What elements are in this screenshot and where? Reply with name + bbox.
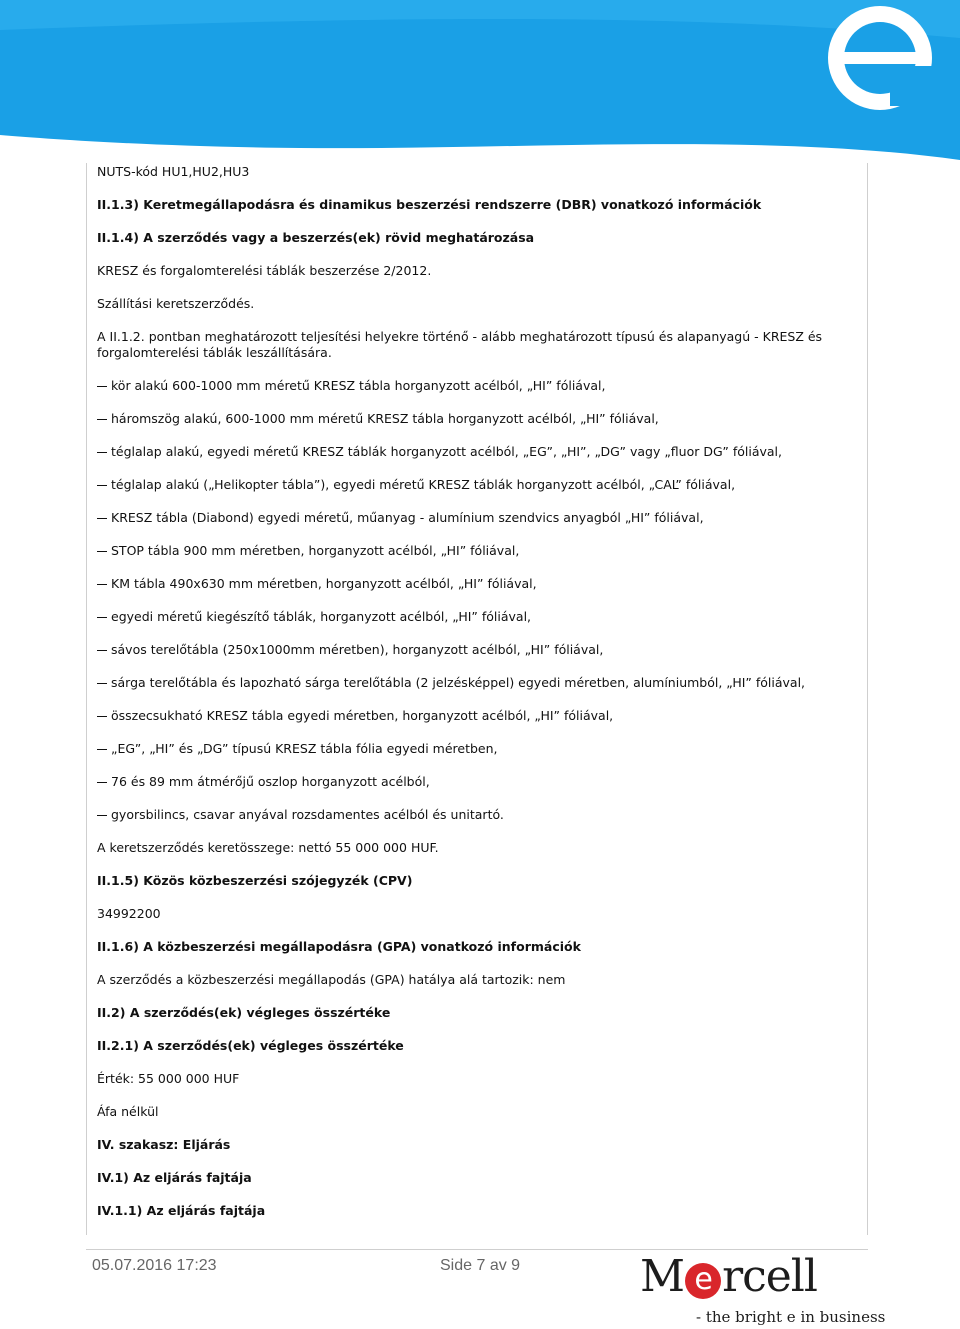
section-heading: II.2.1) A szerződés(ek) végleges összértéke bbox=[97, 1038, 404, 1053]
dash-icon bbox=[97, 584, 107, 585]
dash-icon bbox=[97, 485, 107, 486]
footer-page-number: Side 7 av 9 bbox=[440, 1257, 521, 1274]
dash-icon bbox=[97, 518, 107, 519]
paragraph: A keretszerződés keretösszege: nettó 55 000 000 HUF. bbox=[97, 840, 439, 855]
dash-icon bbox=[97, 683, 107, 684]
dash-icon bbox=[97, 386, 107, 387]
marcell-logo bbox=[640, 1251, 886, 1328]
logo-wordmark: M e rcell bbox=[640, 1251, 817, 1302]
list-item: sávos terelőtábla (250x1000mm méretben), horganyzott acélból, „HI” fóliával, bbox=[97, 642, 857, 658]
item-list bbox=[97, 378, 857, 840]
dash-icon bbox=[97, 650, 107, 651]
list-item: téglalap alakú, egyedi méretű KRESZ táblák horganyzott acélból, „EG”, „HI”, „DG” vagy „fluor DG” fóliával, bbox=[97, 444, 857, 460]
section-heading: IV.1) Az eljárás fajtája bbox=[97, 1170, 252, 1185]
logo-tagline: - the bright e in business bbox=[696, 1308, 886, 1326]
vat-text: Áfa nélkül bbox=[97, 1104, 159, 1119]
paragraph: A II.1.2. pontban meghatározott teljesítési helyekre történő - alább meghatározott típusú és alapanyagú - KRESZ és forgalomterelési táblák leszállítására. bbox=[97, 329, 823, 360]
list-item: háromszög alakú, 600-1000 mm méretű KRESZ tábla horganyzott acélból, „HI” fóliával, bbox=[97, 411, 857, 427]
list-item: gyorsbilincs, csavar anyával rozsdamentes acélból és unitartó. bbox=[97, 807, 857, 823]
logo-e-icon: e bbox=[685, 1263, 721, 1299]
paragraph: Szállítási keretszerződés. bbox=[97, 296, 255, 311]
section-heading: II.1.4) A szerződés vagy a beszerzés(ek) rövid meghatározása bbox=[97, 230, 535, 245]
section-heading: IV.1.1) Az eljárás fajtája bbox=[97, 1203, 266, 1218]
document-body bbox=[97, 164, 857, 1219]
footer-date: 05.07.2016 17:23 bbox=[92, 1257, 217, 1274]
dash-icon bbox=[97, 815, 107, 816]
value-text: Érték: 55 000 000 HUF bbox=[97, 1071, 240, 1086]
footer-divider bbox=[86, 1249, 868, 1250]
dash-icon bbox=[97, 419, 107, 420]
list-item: „EG”, „HI” és „DG” típusú KRESZ tábla fólia egyedi méretben, bbox=[97, 741, 857, 757]
list-item: KM tábla 490x630 mm méretben, horganyzott acélból, „HI” fóliával, bbox=[97, 576, 857, 592]
list-item: STOP tábla 900 mm méretben, horganyzott acélból, „HI” fóliával, bbox=[97, 543, 857, 559]
list-item: egyedi méretű kiegészítő táblák, horganyzott acélból, „HI” fóliával, bbox=[97, 609, 857, 625]
list-item: összecsukható KRESZ tábla egyedi méretben, horganyzott acélból, „HI” fóliával, bbox=[97, 708, 857, 724]
header-banner bbox=[0, 0, 960, 160]
section-heading: IV. szakasz: Eljárás bbox=[97, 1137, 231, 1152]
stylized-e-icon bbox=[0, 0, 960, 160]
paragraph: KRESZ és forgalomterelési táblák beszerzése 2/2012. bbox=[97, 263, 432, 278]
section-heading: II.1.6) A közbeszerzési megállapodásra (GPA) vonatkozó információk bbox=[97, 939, 581, 954]
list-item: téglalap alakú („Helikopter tábla”), egyedi méretű KRESZ táblák horganyzott acélból, „CAL” fóliával, bbox=[97, 477, 857, 493]
dash-icon bbox=[97, 749, 107, 750]
list-item: sárga terelőtábla és lapozható sárga terelőtábla (2 jelzésképpel) egyedi méretben, alumíniumból, „HI” fóliával, bbox=[97, 675, 857, 691]
cpv-code: 34992200 bbox=[97, 906, 161, 921]
section-heading: II.1.3) Keretmegállapodásra és dinamikus beszerzési rendszerre (DBR) vonatkozó információk bbox=[97, 197, 762, 212]
dash-icon bbox=[97, 716, 107, 717]
dash-icon bbox=[97, 551, 107, 552]
paragraph: A szerződés a közbeszerzési megállapodás (GPA) hatálya alá tartozik: nem bbox=[97, 972, 566, 987]
list-item: KRESZ tábla (Diabond) egyedi méretű, műanyag - alumínium szendvics anyagból „HI” fóliával, bbox=[97, 510, 857, 526]
list-item: kör alakú 600-1000 mm méretű KRESZ tábla horganyzott acélból, „HI” fóliával, bbox=[97, 378, 857, 394]
dash-icon bbox=[97, 452, 107, 453]
nuts-code: NUTS-kód HU1,HU2,HU3 bbox=[97, 164, 250, 179]
list-item: 76 és 89 mm átmérőjű oszlop horganyzott acélból, bbox=[97, 774, 857, 790]
section-heading: II.2) A szerződés(ek) végleges összértéke bbox=[97, 1005, 391, 1020]
dash-icon bbox=[97, 617, 107, 618]
dash-icon bbox=[97, 782, 107, 783]
section-heading: II.1.5) Közös közbeszerzési szójegyzék (CPV) bbox=[97, 873, 413, 888]
